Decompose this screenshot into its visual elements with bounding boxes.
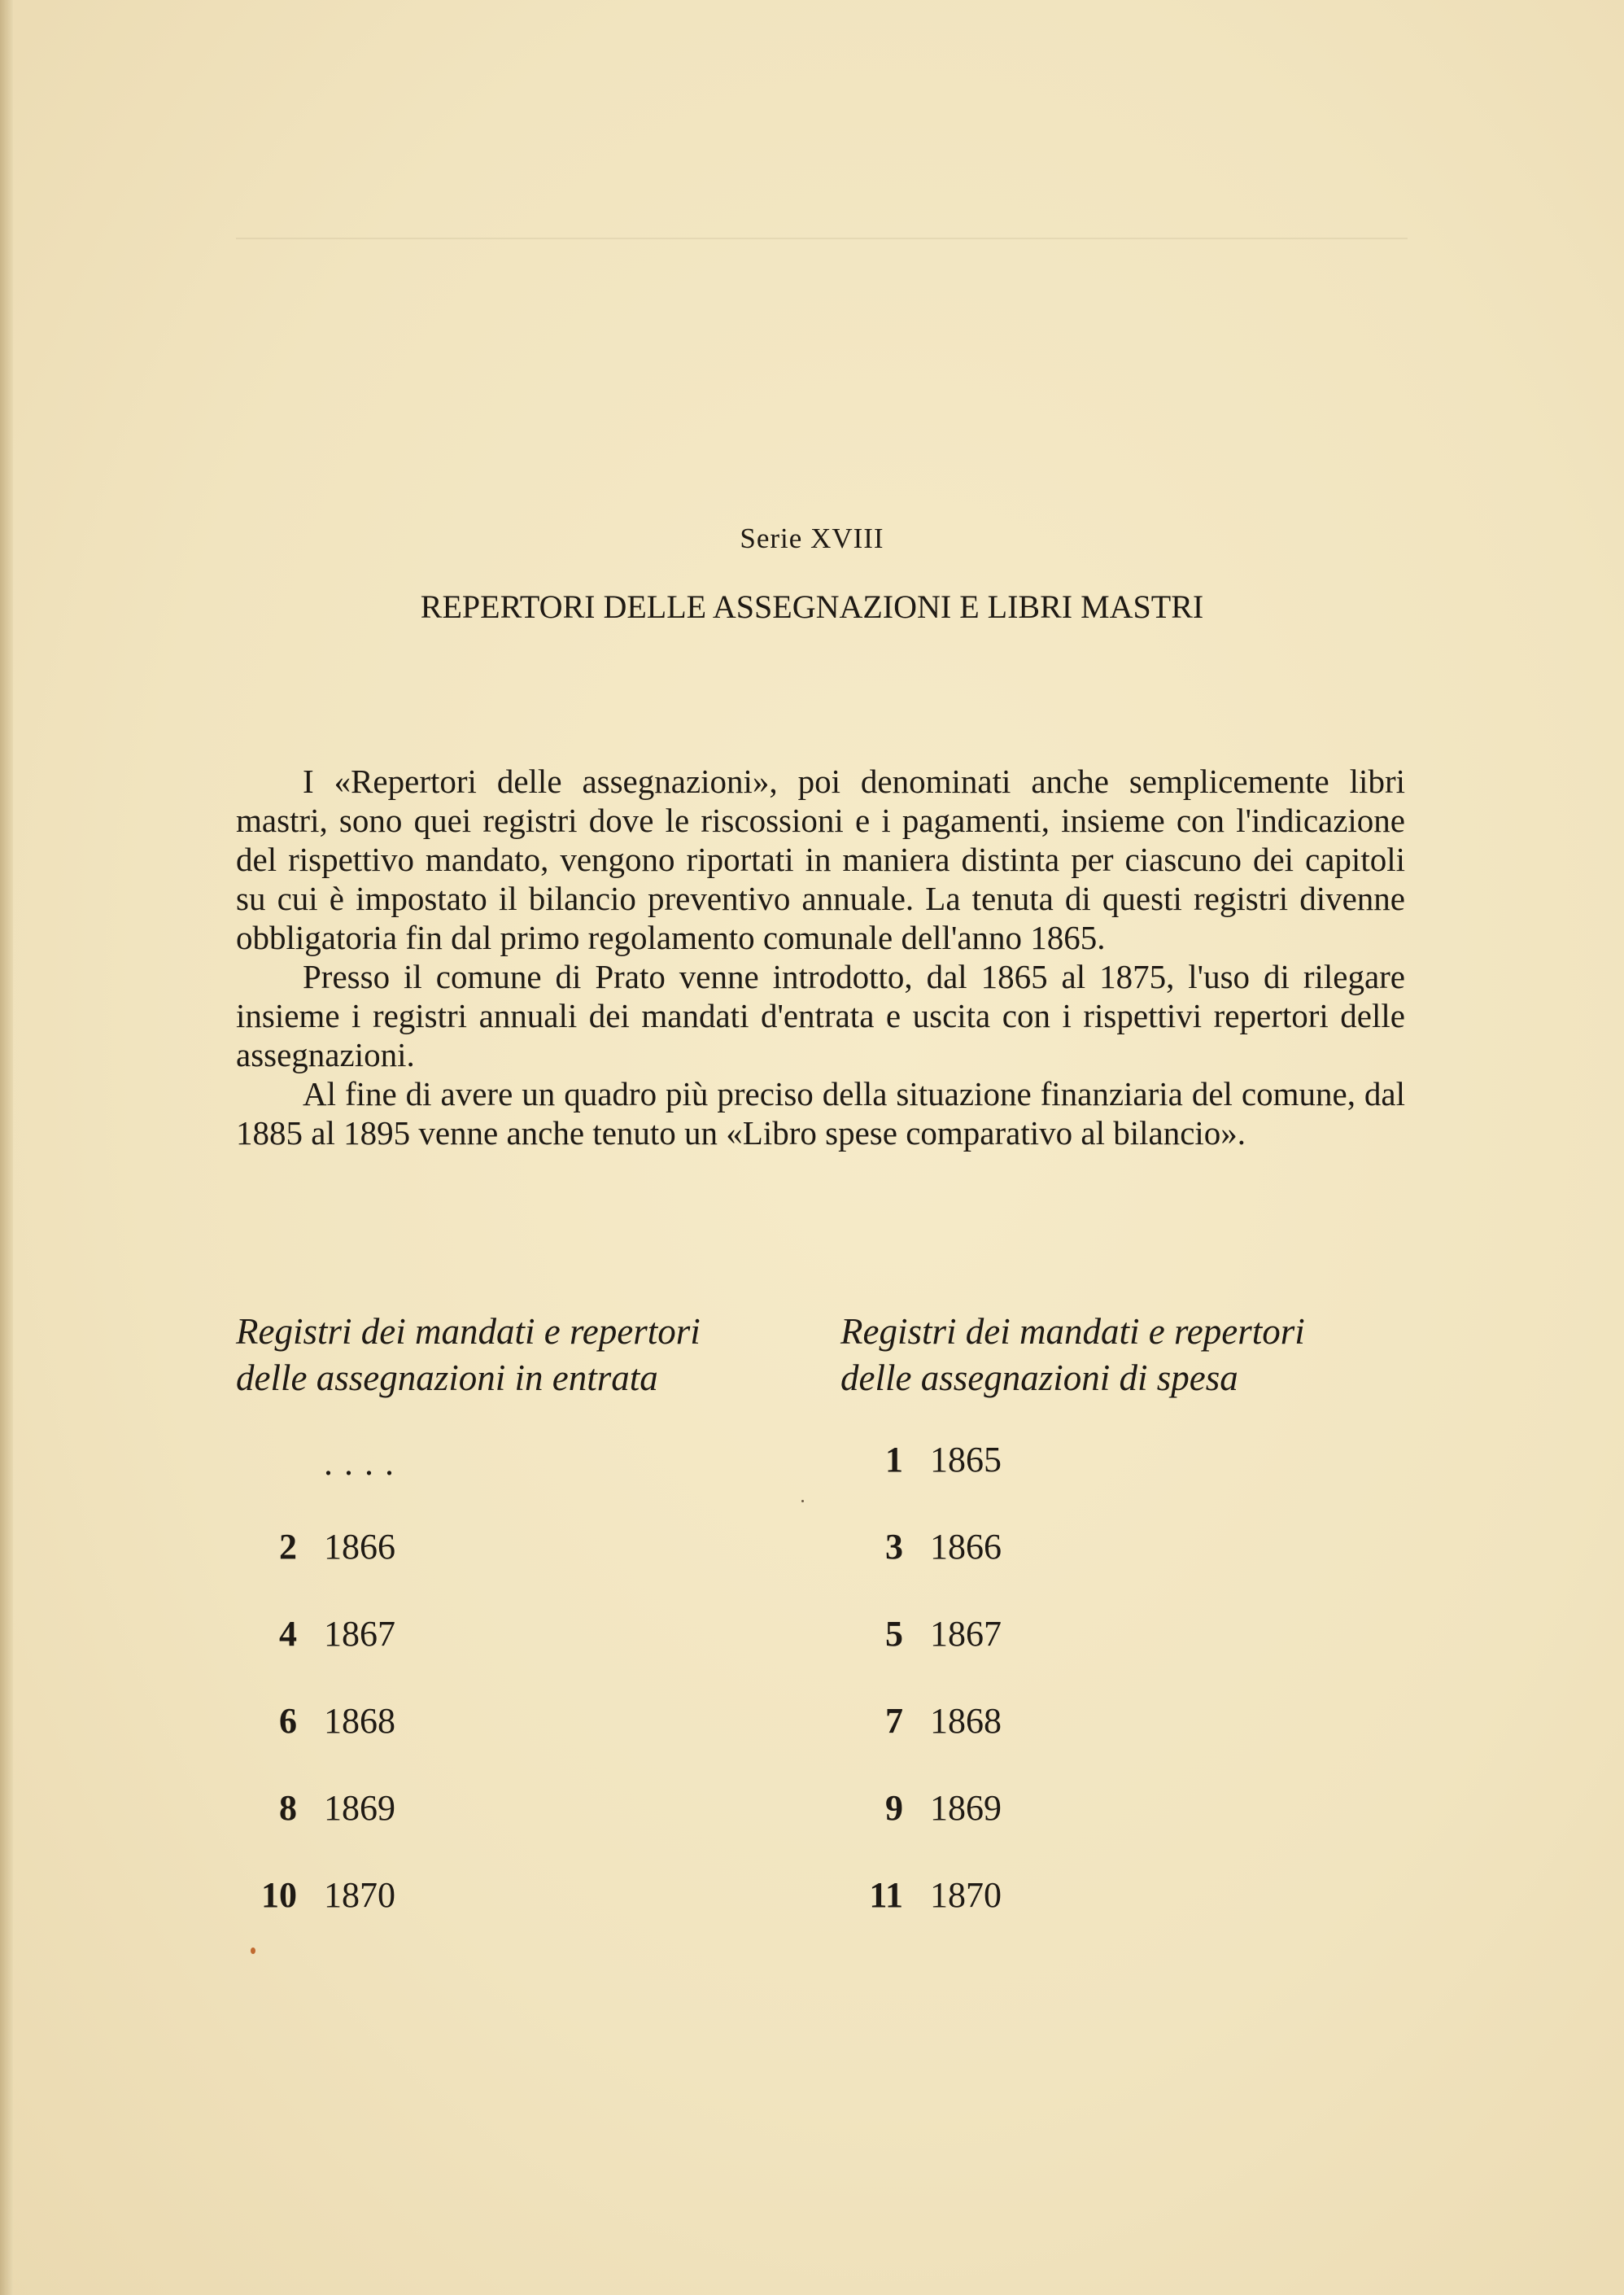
binding-edge: [0, 0, 13, 2295]
register-number: 11: [869, 1875, 903, 1915]
register-number: 10: [261, 1875, 297, 1915]
register-year: 1870: [324, 1875, 395, 1915]
left-register-row: [207, 1788, 395, 1829]
register-number: 2: [279, 1527, 297, 1567]
register-year: 1866: [930, 1527, 1002, 1567]
right-register-row: [818, 1614, 1002, 1655]
left-column-heading: [236, 1309, 805, 1401]
register-year: 1866: [324, 1527, 395, 1567]
body-text: [236, 762, 1405, 1152]
paragraph: I «Repertori delle assegnazioni», poi denominati anche semplicemente libri mastri, sono quei registri dove le riscossioni e i pagamenti, insieme con l'indicazione del rispettivo mandato, vengono riportati in maniera distinta per ciascuno dei capitoli su cui è impostato il bilancio preventivo annuale. La tenuta di questi registri divenne obbligatoria fin dal primo regolamento comunale dell'anno 1865.: [236, 763, 1405, 956]
register-year: 1867: [930, 1614, 1002, 1654]
right-heading-line1: Registri dei mandati e repertori: [840, 1311, 1305, 1352]
register-number: 1: [885, 1440, 903, 1480]
register-number: 5: [885, 1614, 903, 1654]
right-register-row: [818, 1440, 1002, 1480]
paragraph: Presso il comune di Prato venne introdotto, dal 1865 al 1875, l'uso di rilegare insieme i registri annuali dei mandati d'entrata e uscita con i rispettivi repertori delle assegnazioni.: [236, 958, 1405, 1073]
right-register-row: [818, 1701, 1002, 1742]
paper-speck: [251, 1947, 255, 1954]
register-year: 1865: [930, 1440, 1002, 1480]
register-number: 9: [885, 1788, 903, 1828]
missing-entry-dots: ....: [324, 1443, 405, 1483]
register-year: 1867: [324, 1614, 395, 1654]
register-number: 3: [885, 1527, 903, 1567]
register-year: 1868: [324, 1701, 395, 1741]
left-register-row: [207, 1875, 395, 1916]
section-title: REPERTORI DELLE ASSEGNAZIONI E LIBRI MASTRI: [420, 588, 1204, 625]
register-number: 8: [279, 1788, 297, 1828]
left-register-row: [207, 1527, 395, 1567]
register-year: 1870: [930, 1875, 1002, 1915]
left-heading-line1: Registri dei mandati e repertori: [236, 1311, 701, 1352]
register-year: 1869: [930, 1788, 1002, 1828]
register-number: 4: [279, 1614, 297, 1654]
right-column-heading: [840, 1309, 1410, 1401]
left-heading-line2: delle assegnazioni in entrata: [236, 1357, 658, 1398]
right-register-row: [818, 1788, 1002, 1829]
register-year: 1869: [324, 1788, 395, 1828]
paper-speck: [801, 1500, 804, 1502]
register-number: 6: [279, 1701, 297, 1741]
register-year: 1868: [930, 1701, 1002, 1741]
series-label: [0, 522, 1624, 555]
right-register-row: [818, 1527, 1002, 1567]
left-register-row: [207, 1614, 395, 1655]
register-number: 7: [885, 1701, 903, 1741]
right-register-row: [818, 1875, 1002, 1916]
series-label-text: Serie XVIII: [740, 522, 884, 554]
paragraph: Al fine di avere un quadro più preciso della situazione finanziaria del comune, dal 1885 al 1895 venne anche tenuto un «Libro spese comparativo al bilancio».: [236, 1075, 1405, 1152]
right-heading-line2: delle assegnazioni di spesa: [840, 1357, 1238, 1398]
bleed-through-rule: [236, 238, 1408, 239]
left-register-row: [207, 1701, 395, 1742]
